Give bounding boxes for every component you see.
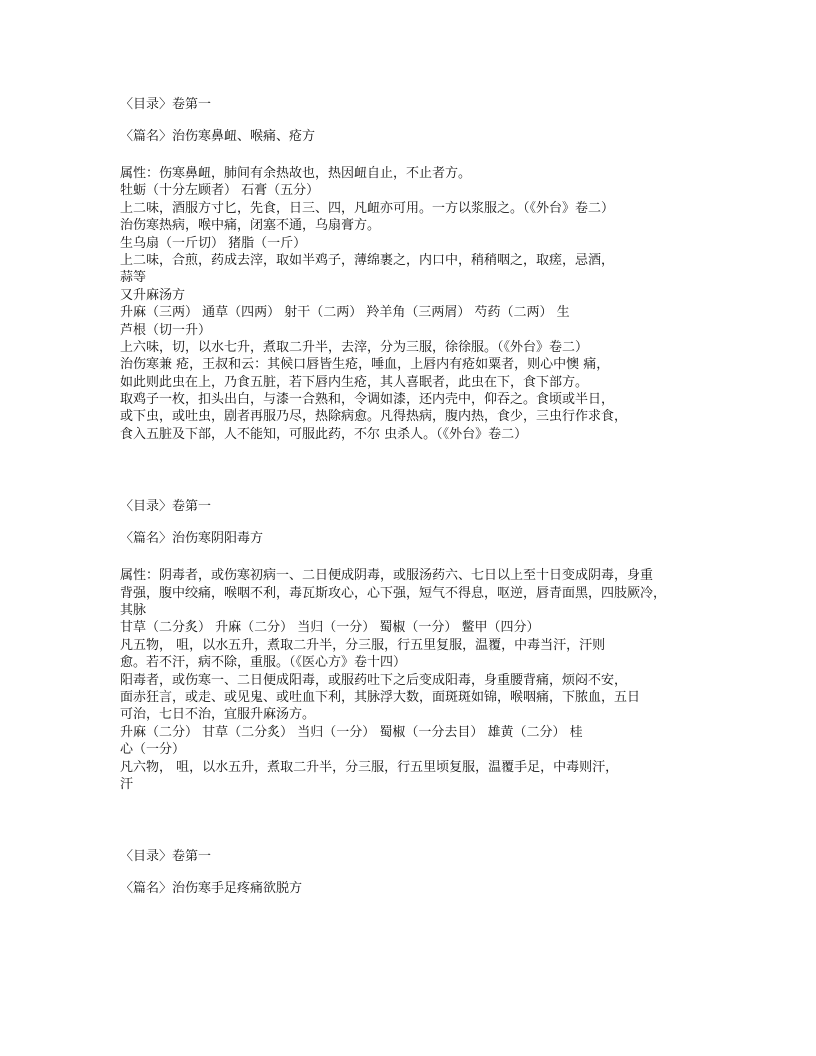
text-line: 治伤寒兼 疮，王叔和云：其候口唇皆生疮，唾血，上唇内有疮如粟者，则心中懊 痛， <box>120 357 610 373</box>
document-page <box>120 96 720 897</box>
text-line: 属性：阴毒者，或伤寒初病一、二日便成阴毒，或服汤药六、七日以上至十日变成阴毒，身重 <box>120 568 654 584</box>
text-line: 阳毒者，或伤寒一、二日便成阳毒，或服药吐下之后变成阳毒，身重腰背痛，烦闷不安， <box>120 672 628 688</box>
catalog-heading: 〈目录〉卷第一 <box>120 97 212 112</box>
section-2 <box>120 498 720 793</box>
text-line: 属性：伤寒鼻衄，肺间有余热故也，热因衄自止，不止者方。 <box>120 166 472 181</box>
text-line: 凡六物， 咀，以水五升，煮取二升半，分三服，行五里顷复服，温覆手足，中毒则汗， <box>120 759 619 775</box>
text-line: 凡五物， 咀，以水五升，煮取二升半，分三服，行五里复服，温覆，中毒当汗，汗则 <box>120 637 606 653</box>
text-line: 愈。若不汗，病不除，重服。（《医心方》卷十四） <box>120 655 407 671</box>
catalog-heading: 〈目录〉卷第一 <box>120 499 212 515</box>
text-line: 蒜等 <box>120 270 147 286</box>
section-1 <box>120 96 720 443</box>
chapter-title: 〈篇名〉治伤寒阴阳毒方 <box>120 531 264 547</box>
text-line: 牡蛎（十分左顾者） 石膏（五分） <box>120 183 320 199</box>
text-line: 上六味，切，以水七升，煮取二升半，去滓，分为三服，徐徐服。（《外台》卷二） <box>120 339 589 355</box>
text-line: 取鸡子一枚，扣头出白，与漆一合熟和，令调如漆，还内壳中，仰吞之。食顷或半日， <box>120 392 615 408</box>
text-line: 面赤狂言，或走、或见鬼、或吐血下利，其脉浮大数，面斑斑如锦，喉咽痛，下脓血，五日 <box>120 689 641 705</box>
text-line: 其脉 <box>120 603 147 619</box>
chapter-title: 〈篇名〉治伤寒手足疼痛欲脱方 <box>120 881 303 897</box>
text-line: 汗 <box>120 776 134 792</box>
text-line: 如此则此虫在上，乃食五脏，若下唇内生疮，其人喜眠者，此虫在下，食下部方。 <box>120 374 589 390</box>
text-line: 背强，腹中绞痛，喉咽不利，毒瓦斯攻心，心下强，短气不得息，呕逆，唇青面黑，四肢厥冷， <box>120 585 667 601</box>
text-line: 升麻（二分） 甘草（二分炙） 当归（一分） 蜀椒（一分去目） 雄黄（二分） 桂 <box>120 724 583 740</box>
text-line: 升麻（三两） 通草（四两） 射干（二两） 羚羊角（三两屑） 芍药（二两） 生 <box>120 305 570 321</box>
text-line: 又升麻汤方 <box>120 287 186 303</box>
catalog-heading: 〈目录〉卷第一 <box>120 849 212 865</box>
text-line: 芦根（切一升） <box>120 322 212 338</box>
text-line: 上二味，酒服方寸匕，先食，日三、四，凡衄亦可用。一方以浆服之。（《外台》卷二） <box>120 200 615 216</box>
text-line: 治伤寒热病，喉中痛，闭塞不通，乌扇膏方。 <box>120 218 381 234</box>
section-3 <box>120 848 720 897</box>
text-line: 或下虫，或吐虫，剧者再服乃尽，热除病愈。凡得热病，腹内热，食少，三虫行作求食， <box>120 409 628 425</box>
text-line: 生乌扇（一斤切） 猪脂（一斤） <box>120 235 307 251</box>
text-line: 心（一分） <box>120 742 186 758</box>
text-line: 可治，七日不治，宜服升麻汤方。 <box>120 707 316 723</box>
text-line: 上二味，合煎，药成去滓，取如半鸡子，薄绵裹之，内口中，稍稍咽之，取瘥，忌酒， <box>120 252 615 268</box>
chapter-title: 〈篇名〉治伤寒鼻衄、喉痛、疮方 <box>120 129 316 144</box>
text-line: 食入五脏及下部，人不能知，可服此药，不尔 虫杀人。（《外台》卷二） <box>120 426 528 442</box>
text-line: 甘草（二分炙） 升麻（二分） 当归（一分） 蜀椒（一分） 鳖甲（四分） <box>120 620 540 636</box>
